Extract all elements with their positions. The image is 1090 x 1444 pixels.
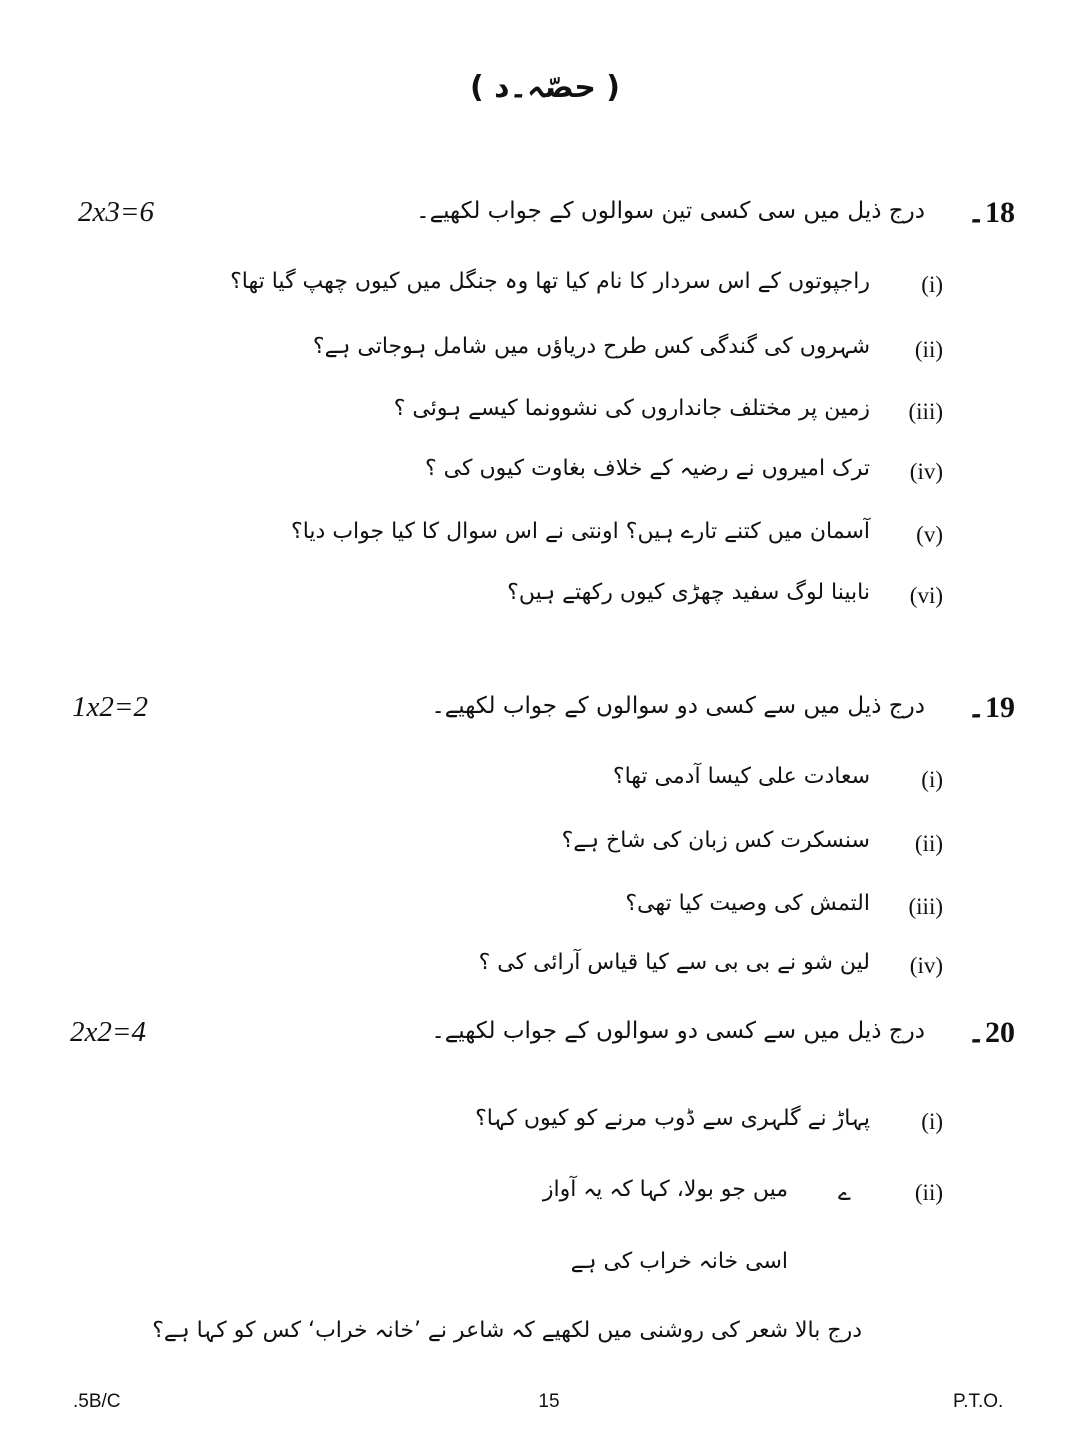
- question-20-text: درج ذیل میں سے کسی دو سوالوں کے جواب لکھیے۔: [431, 1018, 925, 1044]
- question-19-number: 19۔: [967, 691, 1015, 724]
- q19-item-ii-text: سنسکرت کس زبان کی شاخ ہے؟: [561, 828, 870, 853]
- q19-item-i-text: سعادت علی کیسا آدمی تھا؟: [612, 764, 870, 789]
- q20-verse-prompt: درج بالا شعر کی روشنی میں لکھیے کہ شاعر نے ’خانہ خراب‘ کس کو کہا ہے؟: [152, 1318, 862, 1343]
- q18-item-vi-label: (vi): [909, 583, 943, 608]
- q18-item-iv-text: ترک امیروں نے رضیہ کے خلاف بغاوت کیوں کی ؟: [425, 456, 870, 481]
- q18-item-v-text: آسمان میں کتنے تارے ہیں؟ اونتی نے اس سوال کا کیا جواب دیا؟: [291, 519, 870, 544]
- q18-item-iv-label: (iv): [909, 459, 943, 484]
- q19-item-iv-label: (iv): [909, 953, 943, 978]
- q20-item-i-label: (i): [921, 1109, 943, 1134]
- footer-pto: P.T.O.: [953, 1391, 1004, 1412]
- q18-item-i-text: راجپوتوں کے اس سردار کا نام کیا تھا وہ جنگل میں کیوں چھپ گیا تھا؟: [230, 269, 870, 294]
- q20-item-i-text: پہاڑ نے گلہری سے ڈوب مرنے کو کیوں کہا؟: [475, 1106, 870, 1131]
- question-18-marks: 2x3=6: [78, 196, 154, 228]
- q18-item-ii-text: شہروں کی گندگی کس طرح دریاؤں میں شامل ہوجاتی ہے؟: [312, 334, 870, 359]
- footer-page-number: 15: [538, 1391, 560, 1412]
- q18-item-iii-label: (iii): [908, 399, 943, 424]
- q18-item-vi-text: نابینا لوگ سفید چھڑی کیوں رکھتے ہیں؟: [507, 580, 870, 605]
- q18-item-iii-text: زمین پر مختلف جانداروں کی نشوونما کیسے ہوئی ؟: [393, 396, 870, 421]
- q18-item-i-label: (i): [921, 272, 943, 297]
- q18-item-ii-label: (ii): [914, 337, 943, 362]
- q18-item-v-label: (v): [916, 522, 943, 547]
- question-20-marks: 2x2=4: [70, 1016, 146, 1048]
- footer-paper-code: .5B/C: [73, 1391, 121, 1412]
- q20-verse-line-2: اسی خانہ خراب کی ہے: [570, 1249, 788, 1274]
- q20-verse-mark: ے: [838, 1181, 851, 1206]
- q19-item-iii-label: (iii): [908, 894, 943, 919]
- question-18-text: درج ذیل میں سی کسی تین سوالوں کے جواب لکھیے۔: [416, 198, 925, 224]
- q20-item-ii-label: (ii): [914, 1180, 943, 1205]
- question-19-text: درج ذیل میں سے کسی دو سوالوں کے جواب لکھیے۔: [431, 693, 925, 719]
- q19-item-iv-text: لین شو نے بی بی سے کیا قیاس آرائی کی ؟: [478, 950, 870, 975]
- question-20-number: 20۔: [967, 1016, 1015, 1049]
- question-18-number: 18۔: [967, 196, 1015, 229]
- q20-verse-line-1: میں جو بولا، کہا کہ یہ آواز: [542, 1177, 788, 1202]
- q19-item-ii-label: (ii): [914, 831, 943, 856]
- question-19-marks: 1x2=2: [72, 691, 148, 723]
- section-title: ( حصّہ۔د ): [469, 70, 621, 105]
- q19-item-i-label: (i): [921, 767, 943, 792]
- q19-item-iii-text: التمش کی وصیت کیا تھی؟: [625, 891, 870, 916]
